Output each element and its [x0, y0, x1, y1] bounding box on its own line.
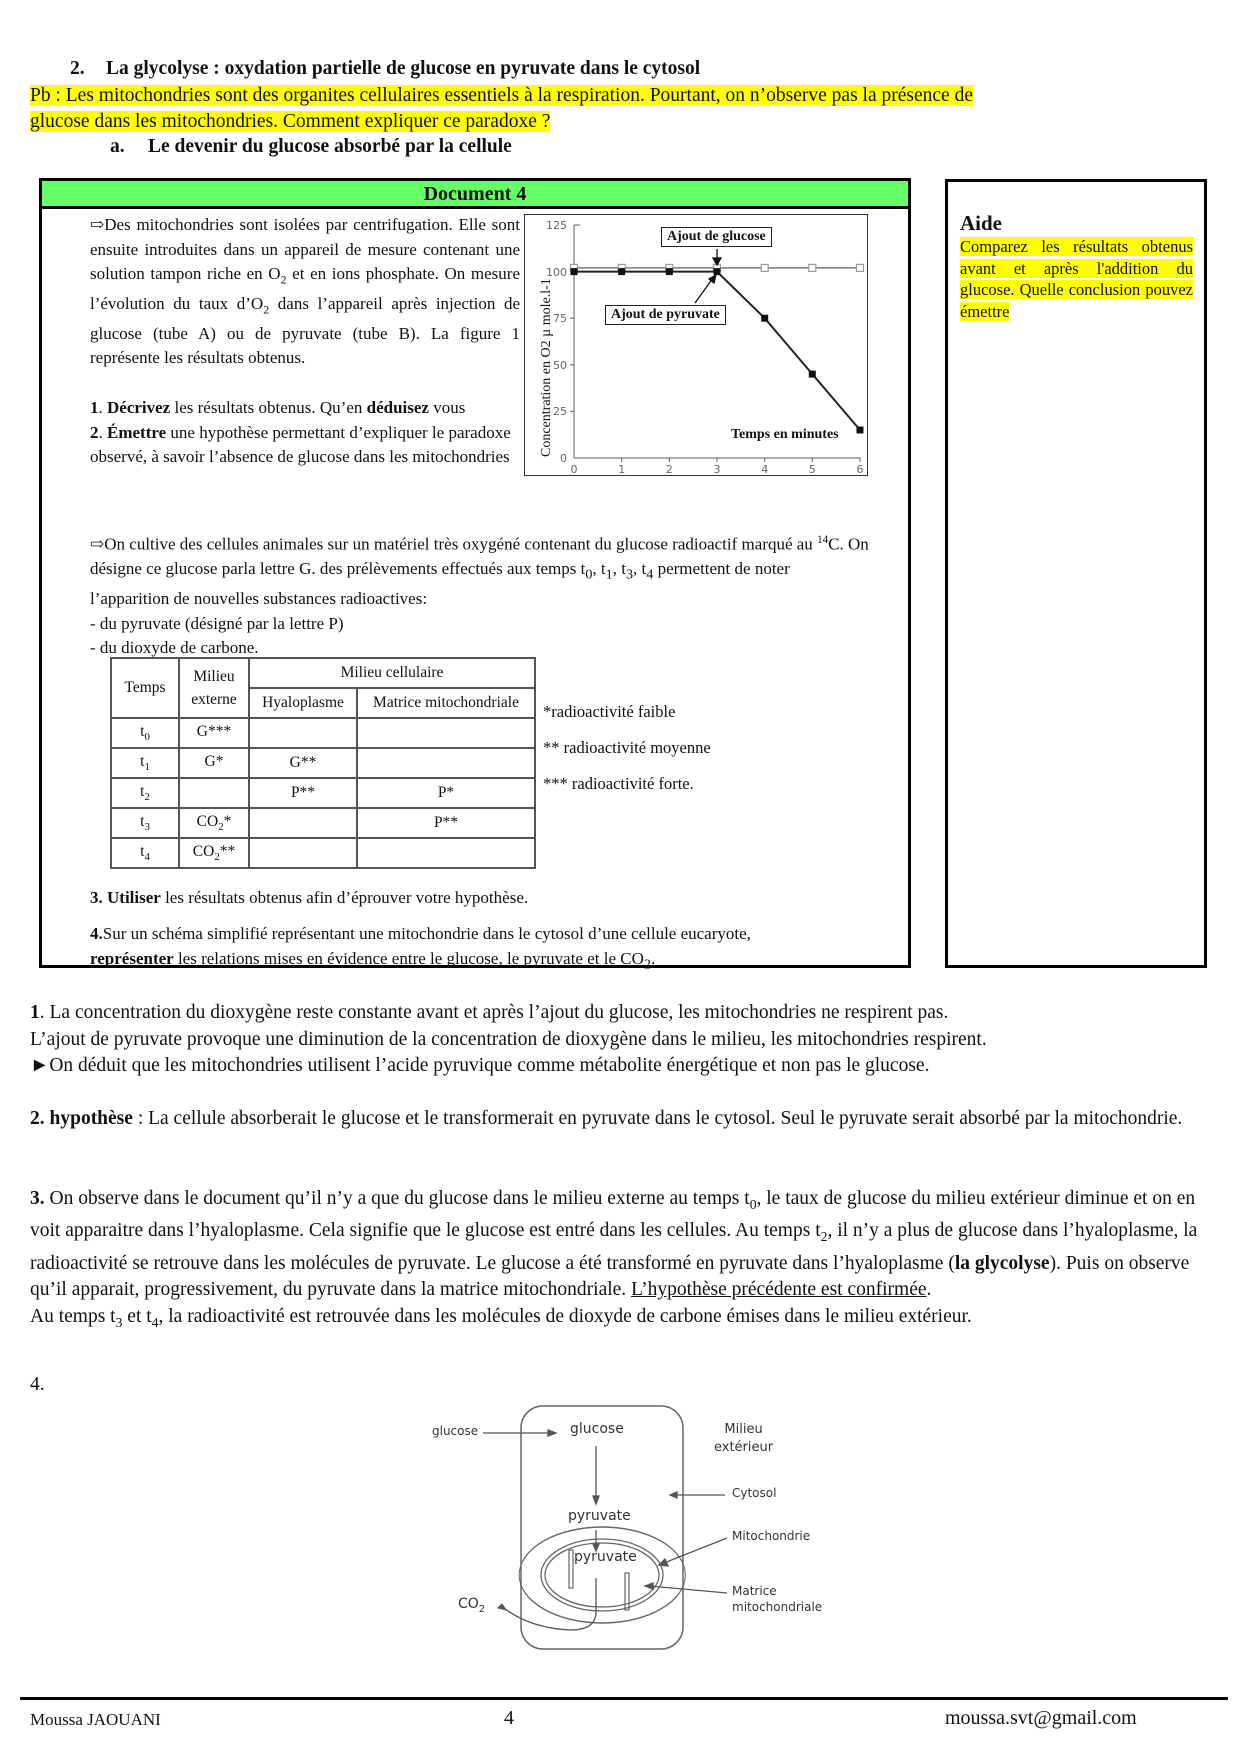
problem-statement: [30, 83, 1220, 135]
svg-text:3: 3: [713, 463, 721, 476]
section-title: [70, 58, 700, 80]
table-row: [111, 778, 535, 808]
answer-text: On observe dans le document qu’il n’y a que du glucose dans le milieu externe au temps t: [44, 1188, 750, 1209]
svg-text:125: 125: [546, 219, 567, 232]
subscript: 0: [585, 566, 593, 583]
cell-time: [111, 778, 179, 808]
time: t: [140, 782, 145, 800]
svg-text:25: 25: [553, 405, 567, 418]
label-exterieur: extérieur: [714, 1440, 774, 1455]
question-verb: Utiliser: [107, 888, 161, 907]
cell-time: [111, 808, 179, 838]
aide-text: [960, 236, 1193, 322]
subscript: 1: [605, 566, 613, 583]
cell-mat: [357, 838, 535, 868]
label-matrice: Matrice: [732, 1584, 777, 1598]
question-verb: Émettre: [107, 422, 167, 442]
table-row: [111, 748, 535, 778]
value: CO: [192, 842, 215, 860]
subscript: 4: [646, 566, 654, 583]
cell-ext: [179, 718, 249, 748]
answer-number: 3.: [30, 1188, 45, 1209]
header-temps: Temps: [111, 658, 179, 718]
question-verb: représenter: [90, 948, 174, 968]
problem-line-2: glucose dans les mitochondries. Comment expliquer ce paradoxe ?: [30, 111, 551, 132]
header-milieu-cellulaire: Milieu cellulaire: [249, 658, 535, 688]
label-pyruvate-cytosol: pyruvate: [568, 1508, 631, 1524]
label-cytosol: Cytosol: [732, 1486, 777, 1500]
svg-text:0: 0: [560, 452, 567, 465]
header-hyaloplasme: Hyaloplasme: [249, 688, 357, 718]
subscript: 4: [151, 1314, 159, 1330]
question-text: les résultats obtenus. Qu’en: [170, 398, 367, 417]
answer-text: et t: [122, 1305, 152, 1327]
svg-text:50: 50: [553, 359, 567, 372]
cell-hya: P**: [249, 778, 357, 808]
intro2-text: , t: [633, 559, 647, 579]
triangle-right-icon: ►: [30, 1055, 50, 1076]
question-3: [90, 886, 528, 911]
subscript: 4: [144, 851, 150, 864]
time: t: [140, 752, 145, 770]
intro2-text: On cultive des cellules animales sur un matériel très oxygéné contenant du glucose radioactif marqué au: [104, 534, 818, 554]
intro2-text: permettent de noter l’apparition de nouvelles substances radioactives:: [90, 559, 790, 609]
cell-hya: G**: [249, 748, 357, 778]
question-number: 1: [90, 398, 99, 417]
question-4: [90, 922, 890, 976]
questions-1-2: [90, 396, 520, 470]
intro2-text: C. On désigne ce glucose parla lettre G. des prélèvements effectués aux temps t: [90, 534, 869, 579]
mitochondria-diagram: [420, 1400, 840, 1660]
answer-conclusion: L’hypothèse précédente est confirmée: [631, 1279, 927, 1301]
subsection-title: [110, 136, 512, 158]
answer-text: L’ajout de pyruvate provoque une diminution de la concentration de dioxygène dans le milieu, les mitochondries respirent.: [30, 1028, 987, 1050]
cell-ext: [179, 808, 249, 838]
time: t: [140, 812, 145, 830]
answer-2: [30, 1106, 1210, 1133]
subscript: 1: [144, 761, 150, 774]
subsection-number: a.: [110, 136, 125, 157]
label-milieu: Milieu: [724, 1422, 763, 1437]
legend-moyenne: ** radioactivité moyenne: [543, 738, 711, 757]
cell-ext: [179, 778, 249, 808]
cell-time: [111, 838, 179, 868]
svg-text:6: 6: [856, 463, 864, 476]
header-matrice: Matrice mitochondriale: [357, 688, 535, 718]
section-number: 2.: [70, 58, 85, 79]
intro-text-2: et en ions phosphate. On mesure l’évolution du taux d’O: [90, 264, 521, 313]
o2-concentration-chart: [524, 214, 868, 476]
footer-author: Moussa JAOUANI: [30, 1710, 161, 1729]
table-row: [111, 718, 535, 748]
section-title-text: La glycolyse : oxydation partielle de glucose en pyruvate dans le cytosol: [106, 58, 701, 79]
question-number: 4.: [90, 924, 103, 943]
answer-1: [30, 1000, 1210, 1080]
header-milieu-externe: Milieu externe: [179, 658, 249, 718]
answer-text: , le taux de glucose du milieu extérieur diminue et on en voit apparaitre dans l’hyaloplasme. Cela signifie que le glucose est entré dans les cellules. Au temps t: [30, 1188, 1196, 1242]
answer-3: [30, 1186, 1210, 1336]
svg-text:2: 2: [665, 463, 673, 476]
value: CO: [196, 812, 219, 830]
svg-text:100: 100: [546, 266, 567, 279]
value: G*: [204, 752, 224, 770]
co2-text: CO: [458, 1596, 479, 1612]
cell-ext: [179, 748, 249, 778]
document-header: Document 4: [42, 181, 908, 209]
table-row: [111, 808, 535, 838]
label-co2: [458, 1596, 485, 1615]
label-matrice-mitochondriale: [732, 1583, 822, 1615]
document-intro-2: [90, 528, 870, 661]
answer-bold: la glycolyse: [954, 1252, 1050, 1274]
label-pyruvate-mito: pyruvate: [574, 1549, 637, 1565]
subscript: 2: [478, 1603, 486, 1615]
question-verb: Décrivez: [107, 398, 171, 417]
value: **: [219, 842, 236, 860]
bullet-co2: - du dioxyde de carbone.: [90, 638, 259, 658]
radioactivity-table: [110, 657, 536, 869]
subscript: 3: [625, 566, 634, 583]
time: t: [140, 842, 145, 860]
document-intro: [90, 213, 520, 371]
subscript: 0: [749, 1196, 757, 1212]
question-verb: déduisez: [366, 398, 429, 417]
aide-title: Aide: [960, 211, 1002, 235]
subscript: 2: [643, 955, 651, 972]
answer-text: ). Puis on observe qu’il apparait, progressivement, du pyruvate dans la matrice mitochondriale.: [30, 1252, 1190, 1301]
question-2: 2. Émettre une hypothèse permettant d’expliquer le paradoxe observé, à savoir l’absence de glucose dans les mitochondries: [90, 422, 511, 466]
annotation-pyruvate: Ajout de pyruvate: [605, 305, 726, 325]
cell-time: [111, 718, 179, 748]
intro2-text: , t: [592, 559, 606, 579]
answer-number: 1: [30, 1002, 40, 1023]
cell-ext: [179, 838, 249, 868]
svg-text:0: 0: [570, 463, 578, 476]
intro-text-1: Des mitochondries sont isolées par centrifugation. Elle sont ensuite introduites dans un appareil de mesure contenant une solution tampon riche en O: [90, 215, 520, 283]
cell-hya: [249, 838, 357, 868]
question-text: une hypothèse permettant d’expliquer le paradoxe observé, à savoir l’absence de glucose dans les mitochondries: [90, 422, 511, 466]
subsection-title-text: Le devenir du glucose absorbé par la cellule: [148, 136, 512, 157]
intro2-paragraph: [90, 528, 870, 612]
answer-4: 4.: [30, 1374, 45, 1395]
cell-mat: P*: [357, 778, 535, 808]
answer-text: , il n’y a plus de glucose dans l’hyaloplasme, la radioactivité se retrouve dans les molécules de pyruvate. Le glucose a été transformé en pyruvate dans l’hyaloplasme (: [30, 1220, 1198, 1274]
aide-hint: Comparez les résultats obtenus avant et après l'addition du glucose. Quelle conclusion pouvez émettre: [960, 237, 1193, 321]
subscript: 3: [115, 1314, 123, 1330]
subscript: 2: [218, 821, 224, 834]
label-mitochondrie: Mitochondrie: [732, 1529, 811, 1543]
cell-hya: [249, 808, 357, 838]
value: *: [223, 812, 232, 830]
svg-text:75: 75: [553, 312, 567, 325]
problem-line-1: Pb : Les mitochondries sont des organites cellulaires essentiels à la respiration. Pourtant, on n’observe pas la présence de: [30, 85, 973, 106]
question-text: vous: [428, 398, 466, 417]
table-header-row: [111, 658, 535, 688]
intro-text-3: dans l’appareil après injection de glucose (tube A) ou de pyruvate (tube B). La figure 1 représente les résultats obtenus.: [90, 293, 520, 368]
answer-text: . La concentration du dioxygène reste constante avant et après l’ajout du glucose, les mitochondries ne respirent pas.: [39, 1002, 949, 1023]
subscript: 2: [263, 302, 270, 317]
answer-text: , la radioactivité est retrouvée dans les molécules de dioxyde de carbone émises dans le milieu extérieur.: [158, 1305, 972, 1327]
svg-text:1: 1: [618, 463, 626, 476]
question-number: 2: [90, 422, 99, 442]
label-milieu-exterieur: [714, 1421, 773, 1457]
answer-label: 2. hypothèse: [30, 1108, 133, 1129]
label-glucose-outside: glucose: [432, 1424, 479, 1438]
intro2-text: , t: [612, 559, 626, 579]
arrow-right-icon: ⇨: [90, 215, 105, 234]
subscript: 2: [280, 272, 287, 287]
question-1: 1. Décrivez les résultats obtenus. Qu’en déduisez vous: [90, 398, 466, 417]
page-number: 4: [504, 1707, 514, 1729]
time: t: [140, 722, 145, 740]
value: G***: [196, 722, 232, 740]
question-text: les résultats obtenus afin d’éprouver votre hypothèse.: [160, 888, 529, 907]
legend-faible: *radioactivité faible: [543, 702, 676, 721]
cell-time: [111, 748, 179, 778]
answer-text: .: [926, 1279, 932, 1301]
label-mitochondriale: mitochondriale: [732, 1600, 823, 1614]
answer-text: Au temps t: [30, 1305, 116, 1327]
answer-text: : La cellule absorberait le glucose et le transformerait en pyruvate dans le cytosol. Seul le pyruvate serait absorbé par la mitochondrie.: [132, 1108, 1183, 1129]
superscript: 14: [817, 534, 829, 546]
chart-x-axis-label: Temps en minutes: [731, 427, 839, 442]
subscript: 2: [144, 791, 150, 804]
label-glucose-inside: glucose: [570, 1421, 624, 1437]
footer-divider: [20, 1697, 1228, 1700]
question-number: 3.: [90, 888, 103, 907]
table-row: [111, 838, 535, 868]
question-text: les relations mises en évidence entre le glucose, le pyruvate et le CO: [173, 948, 644, 968]
arrow-right-icon: ⇨: [90, 534, 105, 554]
svg-text:5: 5: [808, 463, 816, 476]
cell-mat: [357, 718, 535, 748]
question-text: .: [650, 948, 656, 968]
subscript: 2: [820, 1229, 828, 1245]
chart-y-axis-label: Concentration en O2 µ mole.l-1: [539, 278, 554, 457]
answer-text: On déduit que les mitochondries utilisent l’acide pyruvique comme métabolite énergétique et non pas le glucose.: [49, 1055, 930, 1076]
subscript: 3: [144, 821, 150, 834]
annotation-glucose: Ajout de glucose: [661, 227, 772, 247]
legend-forte: *** radioactivité forte.: [543, 774, 694, 793]
question-text: Sur un schéma simplifié représentant une mitochondrie dans le cytosol d’une cellule eucaryote,: [102, 924, 751, 943]
cell-hya: [249, 718, 357, 748]
cell-mat: P**: [357, 808, 535, 838]
cell-mat: [357, 748, 535, 778]
subscript: 0: [144, 731, 150, 744]
footer-email[interactable]: moussa.svt@gmail.com: [945, 1707, 1137, 1729]
subscript: 2: [214, 851, 220, 864]
bullet-pyruvate: - du pyruvate (désigné par la lettre P): [90, 613, 344, 633]
svg-text:4: 4: [761, 463, 769, 476]
